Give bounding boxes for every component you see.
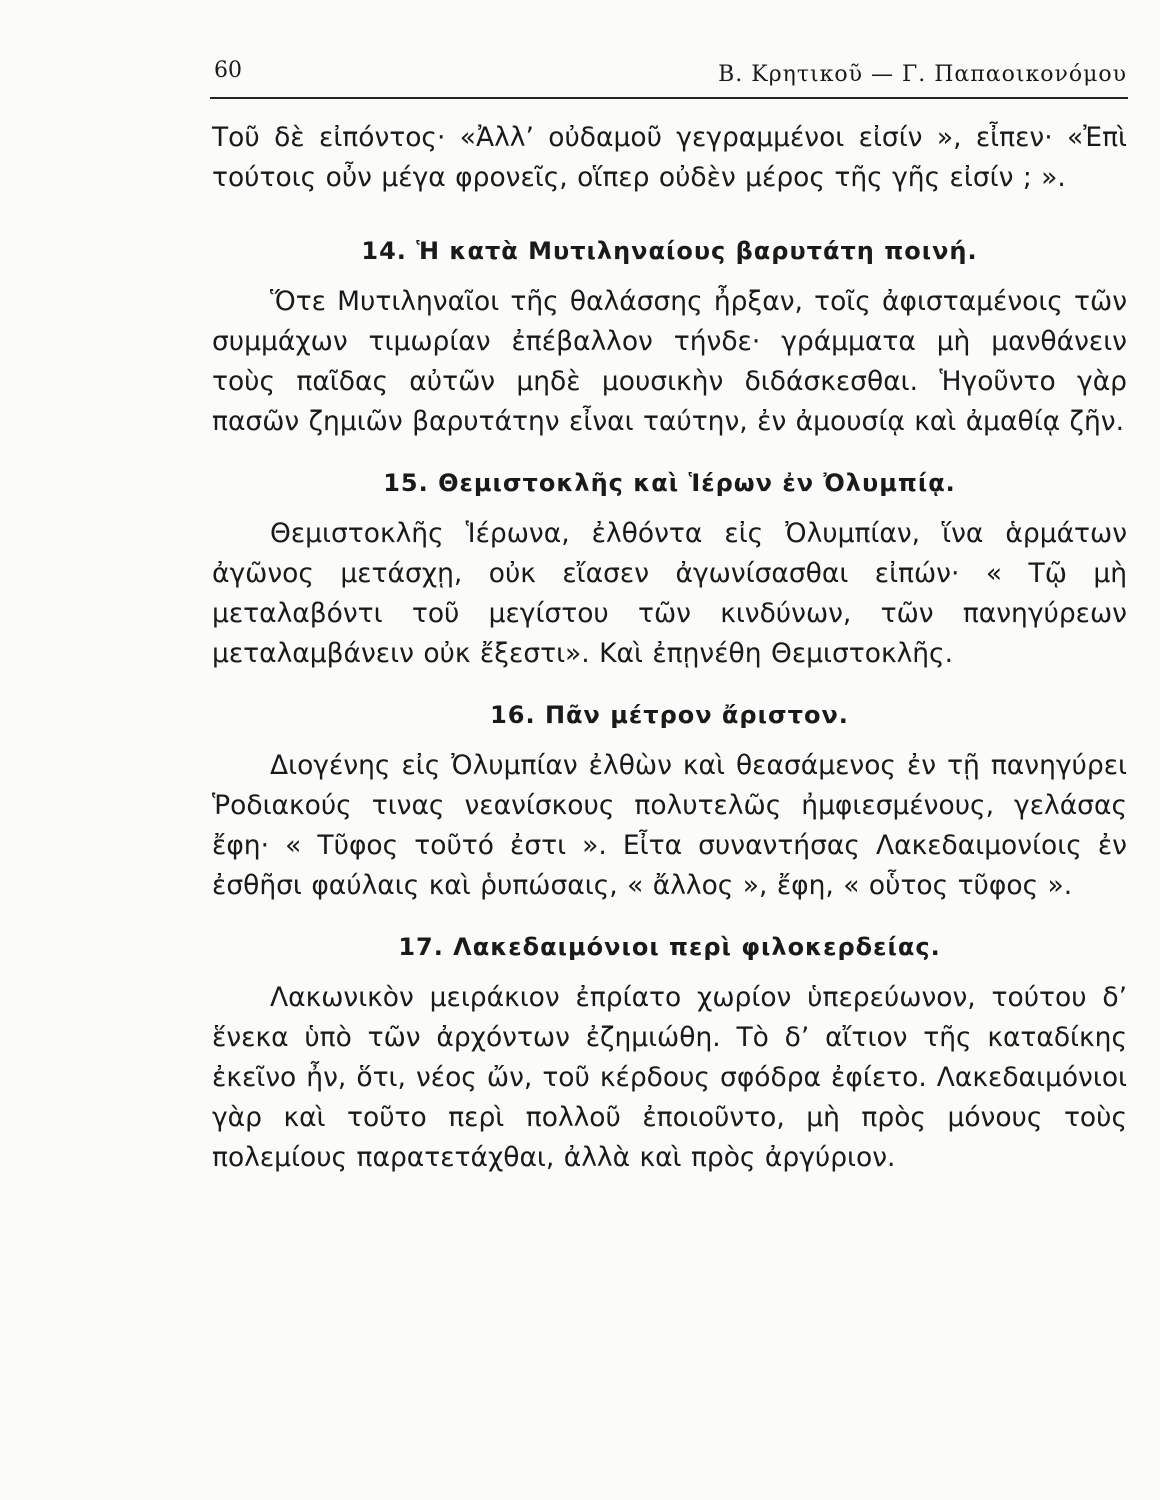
section-17-heading: 17. Λακεδαιμόνιοι περὶ φιλοκερδείας. <box>398 933 941 961</box>
section-15-paragraph: Θεμιστοκλῆς Ἱέρωνα, ἐλθόντα εἰς Ὀλυμπίαν, ἵνα ἁρμάτων ἀγῶνος μετάσχῃ, οὐκ εἴασεν ἀγωνίσασθαι εἰπών· « Τῷ μὴ μεταλαβόντι τοῦ μεγίστου τῶν κινδύνων, τῶν πανηγύρεων μεταλαμβάνειν οὐκ ἔξεστι». Καὶ ἐπῃνέθη Θεμιστοκλῆς. <box>212 518 1127 669</box>
section-17-paragraph: Λακωνικὸν μειράκιον ἐπρίατο χωρίον ὑπερεύωνον, τούτου δ’ ἕνεκα ὑπὸ τῶν ἀρχόντων ἐζημιώθη. Τὸ δ’ αἴτιον τῆς καταδίκης ἐκεῖνο ἦν, ὅτι, νέος ὤν, τοῦ κέρδους σφόδρα ἐφίετο. Λακεδαιμόνιοι γὰρ καὶ τοῦτο περὶ πολλοῦ ἐποιοῦντο, μὴ πρὸς μόνους τοὺς πολεμίους παρατετάχθαι, ἀλλὰ καὶ πρὸς ἀργύριον. <box>212 982 1127 1173</box>
header-rule <box>210 97 1128 99</box>
running-title: Β. Κρητικοῦ — Γ. Παπαοικονόμου <box>718 62 1127 87</box>
page-number: 60 <box>214 58 242 83</box>
intro-paragraph: Τοῦ δὲ εἰπόντος· «Ἀλλ’ οὐδαμοῦ γεγραμμένοι εἰσίν », εἶπεν· «Ἐπὶ τούτοις οὖν μέγα φρονεῖς, οἵπερ οὐδὲν μέρος τῆς γῆς εἰσίν ; ». <box>212 122 1127 193</box>
section-15-heading: 15. Θεμιστοκλῆς καὶ Ἱέρων ἐν Ὀλυμπίᾳ. <box>383 469 956 497</box>
body-text <box>212 118 1127 1178</box>
section-16-paragraph: Διογένης εἰς Ὀλυμπίαν ἐλθὼν καὶ θεασάμενος ἐν τῇ πανηγύρει Ῥοδιακούς τινας νεανίσκους πολυτελῶς ἠμφιεσμένους, γελάσας ἔφη· « Τῦφος τοῦτό ἐστι ». Εἶτα συναντήσας Λακεδαιμονίοις ἐν ἐσθῆσι φαύλαις καὶ ῥυπώσαις, « ἄλλος », ἔφη, « οὗτος τῦφος ». <box>212 750 1127 901</box>
section-14-heading: 14. Ἡ κατὰ Μυτιληναίους βαρυτάτη ποινή. <box>361 237 978 265</box>
page-header <box>212 58 1127 98</box>
section-14-paragraph: Ὅτε Μυτιληναῖοι τῆς θαλάσσης ἦρξαν, τοῖς ἀφισταμένοις τῶν συμμάχων τιμωρίαν ἐπέβαλλον τήνδε· γράμματα μὴ μανθάνειν τοὺς παῖδας αὐτῶν μηδὲ μουσικὴν διδάσκεσθαι. Ἡγοῦντο γὰρ πασῶν ζημιῶν βαρυτάτην εἶναι ταύτην, ἐν ἀμουσίᾳ καὶ ἀμαθίᾳ ζῆν. <box>212 286 1127 437</box>
section-16-heading: 16. Πᾶν μέτρον ἄριστον. <box>490 701 849 729</box>
